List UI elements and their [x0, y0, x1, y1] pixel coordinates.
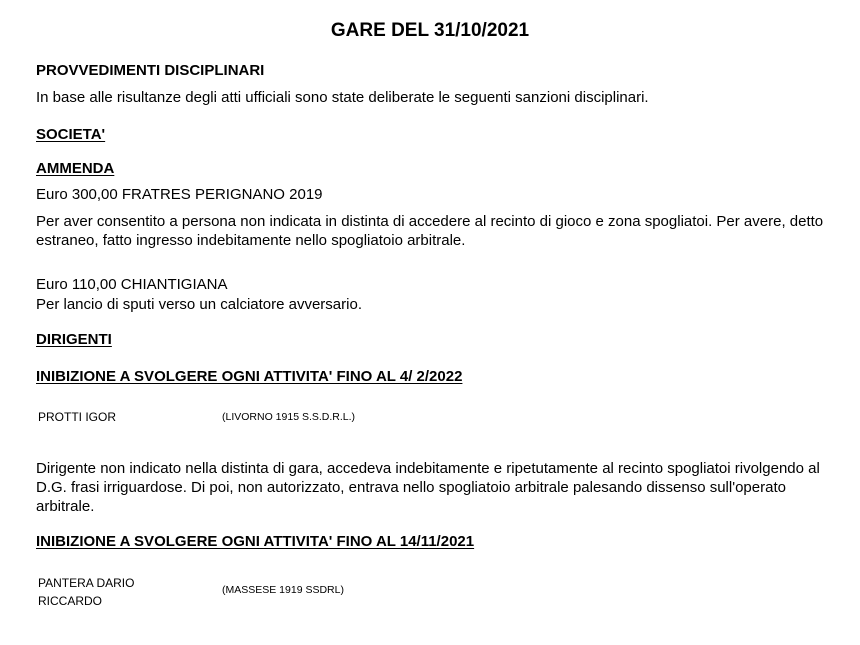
sanction-2-club: (MASSESE 1919 SSDRL): [222, 584, 344, 596]
intro-text: In base alle risultanze degli atti ufficiali sono state deliberate le seguenti sanzioni disciplinari.: [36, 89, 649, 106]
ammenda-item-1-reason: Per aver consentito a persona non indicata in distinta di accedere al recinto di gioco e zona spogliatoi. Per avere, detto estraneo, fatto ingresso indebitamente nello spogliatoio arbitrale.: [36, 213, 824, 249]
ammenda-item-2-line: Euro 110,00 CHIANTIGIANA: [36, 276, 228, 293]
ammenda-heading: AMMENDA: [36, 160, 115, 177]
sanction-1-person-name: PROTTI IGOR: [38, 410, 116, 424]
dirigenti-heading: DIRIGENTI: [36, 331, 112, 348]
page-title: GARE DEL 31/10/2021: [330, 20, 530, 41]
sanction-2-person-name: [38, 574, 178, 610]
sanction-1-heading: INIBIZIONE A SVOLGERE OGNI ATTIVITA' FINO AL 4/ 2/2022: [36, 368, 463, 385]
sanction-1-reason: Dirigente non indicato nella distinta di gara, accedeva indebitamente e ripetutamente al recinto spogliatoi rivolgendo al D.G. frasi irriguardose. Di poi, non autorizzato, entrava nello spogliatoio arbitrale palesando dissenso sull'operato arbitrale.: [36, 460, 820, 515]
sanction-1-club: (LIVORNO 1915 S.S.D.R.L.): [222, 411, 356, 423]
sanction-2-heading: INIBIZIONE A SVOLGERE OGNI ATTIVITA' FINO AL 14/11/2021: [36, 533, 475, 550]
sanction-2-person-name-line1: PANTERA DARIO: [38, 576, 135, 590]
ammenda-item-1-line: Euro 300,00 FRATRES PERIGNANO 2019: [36, 186, 323, 203]
section-heading: PROVVEDIMENTI DISCIPLINARI: [36, 62, 265, 79]
sanction-2-person-name-line2: RICCARDO: [38, 594, 103, 608]
ammenda-item-2-reason: Per lancio di sputi verso un calciatore avversario.: [36, 296, 362, 313]
societa-heading: SOCIETA': [36, 126, 106, 143]
